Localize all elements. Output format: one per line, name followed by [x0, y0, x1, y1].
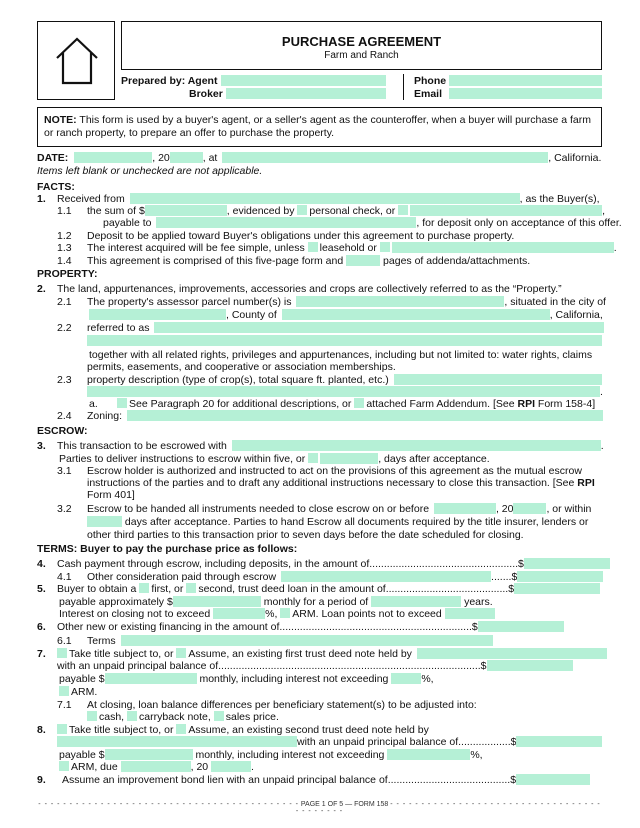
interest-not-exceed-label: Interest on closing not to exceed	[59, 608, 211, 620]
escrow-days-checkbox[interactable]	[308, 453, 318, 463]
description-end: .	[600, 386, 603, 398]
payable-label: payable $	[59, 673, 105, 685]
bond-lien-label: Assume an improvement bond lien with an unpaid principal balance of..........................................$	[62, 774, 517, 786]
hand-escrow-text: days after acceptance. Parties to hand Escrow all documents required by the title insurer, lenders or	[124, 516, 589, 528]
footer-dashes-left: - - - - - - - - - - - - - - - - - - - - - - - - - - - - - - - - - - - - - - - - - -	[38, 801, 299, 808]
instructions-line	[59, 453, 490, 465]
arm-checkbox[interactable]	[280, 608, 290, 618]
loan-amount-label: second, trust deed loan in the amount of..........................................$	[198, 583, 515, 595]
second-arm-line	[59, 761, 254, 773]
date-field[interactable]	[74, 152, 152, 163]
days-after-label: , days after acceptance.	[378, 453, 490, 465]
escrowed-line: This transaction to be escrowed with .	[57, 440, 604, 452]
due-year-field[interactable]	[211, 761, 251, 772]
note-label: NOTE:	[44, 114, 77, 126]
item-2-4-number: 2.4	[57, 410, 72, 422]
zoning-line	[87, 410, 603, 422]
loan-interest-line	[59, 608, 495, 620]
referred-as-field[interactable]	[154, 322, 604, 333]
or-within-label: , or within	[546, 503, 592, 515]
monthly-interest-2-label: monthly, including interest not exceeding	[195, 749, 385, 761]
second-percent-label: %,	[470, 749, 483, 761]
item-a-label: a.	[89, 398, 98, 410]
due-year-prefix: , 20	[190, 761, 209, 773]
evidenced-label: , evidenced by	[226, 205, 295, 217]
pages-line	[87, 255, 530, 267]
phone-field[interactable]	[449, 75, 602, 86]
header-divider	[403, 74, 404, 100]
close-year-prefix: , 20	[495, 503, 514, 515]
sales-price-label: sales price.	[225, 711, 279, 723]
third-parties-text: other third parties to this transaction prior to seven days before the date scheduled for closing.	[87, 529, 524, 541]
city-field[interactable]	[89, 309, 226, 320]
other-consideration-dots: .......$	[491, 571, 518, 583]
arm-due-label: ARM, due	[71, 761, 118, 773]
referred-as-field-2[interactable]	[87, 335, 602, 346]
second-payment-line	[59, 749, 483, 761]
situated-label: , situated in the city of	[504, 296, 606, 308]
first-arm-label: ARM.	[71, 686, 98, 698]
second-balance-line	[57, 736, 602, 748]
take-title-second-checkbox[interactable]	[57, 724, 67, 734]
other-financing-amount[interactable]	[478, 621, 564, 632]
form-subtitle: Farm and Ranch	[324, 50, 399, 61]
first-arm-line	[59, 686, 97, 698]
page-footer	[37, 801, 602, 815]
escrow-heading: ESCROW:	[37, 425, 88, 437]
broker-field[interactable]	[226, 88, 386, 99]
item-1-3-number: 1.3	[57, 242, 72, 254]
take-title-label: Take title subject to, or	[69, 648, 174, 660]
monthly-period-label: monthly for a period of	[263, 596, 369, 608]
assume-first-checkbox[interactable]	[176, 648, 186, 658]
county-label: , County of	[226, 309, 277, 321]
other-financing-line	[57, 621, 564, 633]
received-from-label: Received from	[57, 193, 125, 205]
close-year-field[interactable]	[513, 503, 546, 514]
interest-label: The interest acquired will be fee simple, unless	[87, 242, 305, 254]
due-date-field[interactable]	[121, 761, 191, 772]
facts-heading: FACTS:	[37, 181, 75, 193]
loan-amount-field[interactable]	[514, 583, 600, 594]
city-county-line	[89, 309, 603, 321]
property-heading: PROPERTY:	[37, 268, 98, 280]
description-field-2[interactable]	[87, 386, 600, 397]
financing-terms-field[interactable]	[121, 635, 493, 646]
section-7-number: 7.	[37, 648, 46, 660]
buyer-name-field[interactable]	[130, 193, 520, 204]
item-1-4-number: 1.4	[57, 255, 72, 267]
item-3-1-number: 3.1	[57, 465, 72, 477]
first-balance-line	[57, 660, 573, 672]
interest-line: The interest acquired will be fee simple, unless leasehold or .	[87, 242, 617, 254]
first-loan-checkbox[interactable]	[139, 583, 149, 593]
description-label: property description (type of crop(s), total square ft. planted, etc.)	[87, 374, 389, 386]
as-buyer-label: , as the Buyer(s),	[519, 193, 600, 205]
other-consideration-label: Other consideration paid through escrow	[87, 571, 277, 583]
adjust-options-line	[87, 711, 279, 723]
other-consideration-line	[87, 571, 603, 583]
loan-points-label: ARM. Loan points not to exceed	[292, 608, 442, 620]
other-financing-label: Other new or existing financing in the amount of..................................................................$	[57, 621, 478, 633]
item-2-1-number: 2.1	[57, 296, 72, 308]
item-3-2-number: 3.2	[57, 503, 72, 515]
sum-line: the sum of $ , evidenced by personal check, or ,	[87, 205, 606, 217]
escrow-company-field[interactable]	[232, 440, 601, 451]
first-percent-label: %,	[421, 673, 434, 685]
farm-addendum-label: attached Farm Addendum. [See	[366, 398, 518, 410]
second-monthly-field[interactable]	[105, 749, 193, 760]
email-field[interactable]	[449, 88, 602, 99]
cash-amount-field[interactable]	[524, 558, 610, 569]
leasehold-label: leasehold or	[319, 242, 377, 254]
broker-label: Broker	[189, 88, 223, 100]
escrow-instructions-text	[87, 477, 595, 489]
carryback-checkbox[interactable]	[127, 711, 137, 721]
date-california: , California.	[548, 152, 602, 164]
loan-interest-field[interactable]	[213, 608, 265, 619]
second-balance-field[interactable]	[516, 736, 602, 747]
date-at: , at	[202, 152, 218, 164]
other-payment-field[interactable]	[410, 205, 602, 216]
california-label: , California,	[549, 309, 603, 321]
deposit-only-label: , for deposit only on acceptance of this offer.	[416, 217, 622, 229]
terms-heading: TERMS: Buyer to pay the purchase price as follows:	[37, 543, 298, 555]
close-days-field[interactable]	[87, 516, 122, 527]
take-title-first-checkbox[interactable]	[57, 648, 67, 658]
item-6-1-number: 6.1	[57, 635, 72, 647]
escrowed-with-label: This transaction to be escrowed with	[57, 440, 227, 452]
rights-text-2: permits, easements, and cooperative or association memberships.	[87, 361, 396, 373]
parcel-number-field[interactable]	[296, 296, 504, 307]
property-intro: The land, appurtenances, improvements, accessories and crops are collectively referred to as the “Property.”	[57, 283, 562, 295]
farm-addendum-checkbox[interactable]	[354, 398, 364, 408]
loan-payment-line	[59, 596, 493, 608]
phone-label: Phone	[414, 75, 447, 87]
referred-as-label: referred to as	[87, 322, 150, 334]
zoning-field[interactable]	[127, 410, 603, 421]
loan-period-field[interactable]	[371, 596, 461, 607]
second-loan-checkbox[interactable]	[186, 583, 196, 593]
close-escrow-line	[87, 503, 591, 515]
item-2-3-number: 2.3	[57, 374, 72, 386]
cash-label: cash,	[99, 711, 125, 723]
second-interest-field[interactable]	[387, 749, 470, 760]
first-label: first, or	[151, 583, 184, 595]
balance-differences-text: At closing, loan balance differences per beneficiary statement(s) to be adjusted into:	[87, 699, 477, 711]
monthly-payment-field[interactable]	[173, 596, 261, 607]
personal-check-label: personal check, or	[309, 205, 396, 217]
deposit-text: Deposit to be applied toward Buyer's obligations under this agreement to purchase property.	[87, 230, 515, 242]
assume-second-label: Assume, an existing second trust deed note held by	[188, 724, 429, 736]
paragraph-20-checkbox[interactable]	[117, 398, 127, 408]
section-2-number: 2.	[37, 283, 46, 295]
loan-line	[57, 583, 600, 595]
deliver-instructions-label: Parties to deliver instructions to escrow within five, or	[59, 453, 306, 465]
parcel-line	[87, 296, 606, 308]
other-interest-field[interactable]	[392, 242, 614, 253]
house-logo-icon	[37, 21, 115, 100]
terms-label: Terms	[87, 635, 116, 647]
cash-adjust-checkbox[interactable]	[87, 711, 97, 721]
years-label: years.	[464, 596, 493, 608]
section-1-number: 1.	[37, 193, 46, 205]
note-text: This form is used by a buyer's agent, or a seller's agent as the counteroffer, when a buyer will purchase a farm or ranch property, to prepare an offer to purchase the property.	[44, 114, 591, 139]
days-acceptance-line	[87, 516, 588, 528]
personal-check-checkbox[interactable]	[297, 205, 307, 215]
payable-to-label: payable to	[103, 217, 152, 229]
items-note: Items left blank or unchecked are not applicable.	[37, 165, 263, 177]
item-7-1-number: 7.1	[57, 699, 72, 711]
rpi-label-2: RPI	[577, 477, 595, 489]
close-date-field[interactable]	[434, 503, 496, 514]
addenda-pages-field[interactable]	[346, 255, 380, 266]
percent-label: %,	[265, 608, 278, 620]
sum-label: the sum of $	[87, 205, 145, 217]
date-year-prefix: , 20	[152, 152, 170, 164]
monthly-interest-label: monthly, including interest not exceeding	[199, 673, 389, 685]
footer-dashes-right: - - - - - - - - - - - - - - - - - - - - - - - - - - - - - - - - - - - - - - - - - -	[295, 801, 601, 815]
second-deed-holder-field[interactable]	[57, 736, 297, 747]
section-5-number: 5.	[37, 583, 46, 595]
loan-points-field[interactable]	[445, 608, 495, 619]
section-6-number: 6.	[37, 621, 46, 633]
carryback-label: carryback note,	[139, 711, 211, 723]
rights-text-1: together with all related rights, privileges and appurtenances, including but not limited to: water rights, claims	[89, 349, 593, 361]
date-line	[37, 152, 601, 164]
form-158-4-label: Form 158-4]	[535, 398, 596, 410]
parcel-label: The property's assessor parcel number(s) is	[87, 296, 292, 308]
date-label: DATE:	[37, 152, 69, 164]
terms-line	[87, 635, 493, 647]
other-interest-checkbox[interactable]	[380, 242, 390, 252]
rpi-label: RPI	[517, 398, 536, 410]
comprised-label: This agreement is comprised of this five-page form and	[87, 255, 344, 267]
description-line	[87, 374, 602, 386]
footer-text: PAGE 1 OF 5 — FORM 158	[300, 801, 389, 808]
location-field[interactable]	[222, 152, 548, 163]
section-9-number: 9.	[37, 774, 46, 786]
obtain-label: Buyer to obtain a	[57, 583, 137, 595]
first-balance-field[interactable]	[487, 660, 573, 671]
county-field[interactable]	[282, 309, 550, 320]
item-4-1-number: 4.1	[57, 571, 72, 583]
sum-field[interactable]	[145, 205, 227, 216]
first-payment-line	[59, 673, 434, 685]
escrow-authorized-text: Escrow holder is authorized and instructed to act on the provisions of this agreement as the mutual escrow	[87, 465, 582, 477]
leasehold-checkbox[interactable]	[308, 242, 318, 252]
escrow-instructions-body: instructions of the parties and to draft any additional instructions necessary to close this transaction. [See	[87, 477, 578, 489]
note-box	[37, 107, 602, 147]
unpaid-balance-label: with an unpaid principal balance of..........................................................................................$	[57, 660, 487, 672]
zoning-label: Zoning:	[87, 410, 123, 422]
first-monthly-field[interactable]	[105, 673, 197, 684]
agent-field[interactable]	[221, 75, 386, 86]
close-escrow-label: Escrow to be handed all instruments needed to close escrow on or before	[87, 503, 430, 515]
email-label: Email	[414, 88, 443, 100]
pages-label: pages of addenda/attachments.	[383, 255, 531, 267]
assume-first-label: Assume, an existing first trust deed note held by	[188, 648, 412, 660]
second-deed-line	[57, 724, 429, 736]
second-arm-checkbox[interactable]	[59, 761, 69, 771]
due-end: .	[251, 761, 254, 773]
received-line	[57, 193, 600, 205]
year-field[interactable]	[170, 152, 203, 163]
section-4-number: 4.	[37, 558, 46, 570]
first-deed-line	[57, 648, 607, 660]
bond-line	[62, 774, 590, 786]
form-title: PURCHASE AGREEMENT	[281, 34, 442, 49]
first-interest-field[interactable]	[391, 673, 421, 684]
title-box	[121, 21, 602, 70]
referred-line	[87, 322, 604, 334]
first-deed-holder-field[interactable]	[417, 648, 607, 659]
farm-addendum-line	[117, 398, 595, 410]
item-1-2-number: 1.2	[57, 230, 72, 242]
payable-line	[103, 217, 622, 229]
item-2-2-number: 2.2	[57, 322, 72, 334]
second-balance-label: with an unpaid principal balance of..................$	[297, 736, 517, 748]
cash-line	[57, 558, 610, 570]
description-field[interactable]	[394, 374, 602, 385]
first-arm-checkbox[interactable]	[59, 686, 69, 696]
payable-approx-label: payable approximately $	[59, 596, 173, 608]
form-401-label: Form 401]	[87, 489, 135, 501]
assume-second-checkbox[interactable]	[176, 724, 186, 734]
payable-to-field[interactable]	[156, 217, 416, 228]
paragraph-20-label: See Paragraph 20 for additional descriptions, or	[129, 398, 352, 410]
other-consideration-amount[interactable]	[517, 571, 603, 582]
section-3-number: 3.	[37, 440, 46, 452]
escrow-days-field[interactable]	[320, 453, 378, 464]
sales-price-checkbox[interactable]	[214, 711, 224, 721]
payable-2-label: payable $	[59, 749, 105, 761]
take-title-2-label: Take title subject to, or	[69, 724, 174, 736]
item-1-1-number: 1.1	[57, 205, 72, 217]
bond-amount-field[interactable]	[516, 774, 590, 785]
section-8-number: 8.	[37, 724, 46, 736]
other-consideration-field[interactable]	[281, 571, 491, 582]
cash-payment-label: Cash payment through escrow, including deposits, in the amount of...................................................$	[57, 558, 524, 570]
prepared-by-label: Prepared by: Agent	[121, 75, 218, 87]
other-payment-checkbox[interactable]	[398, 205, 408, 215]
